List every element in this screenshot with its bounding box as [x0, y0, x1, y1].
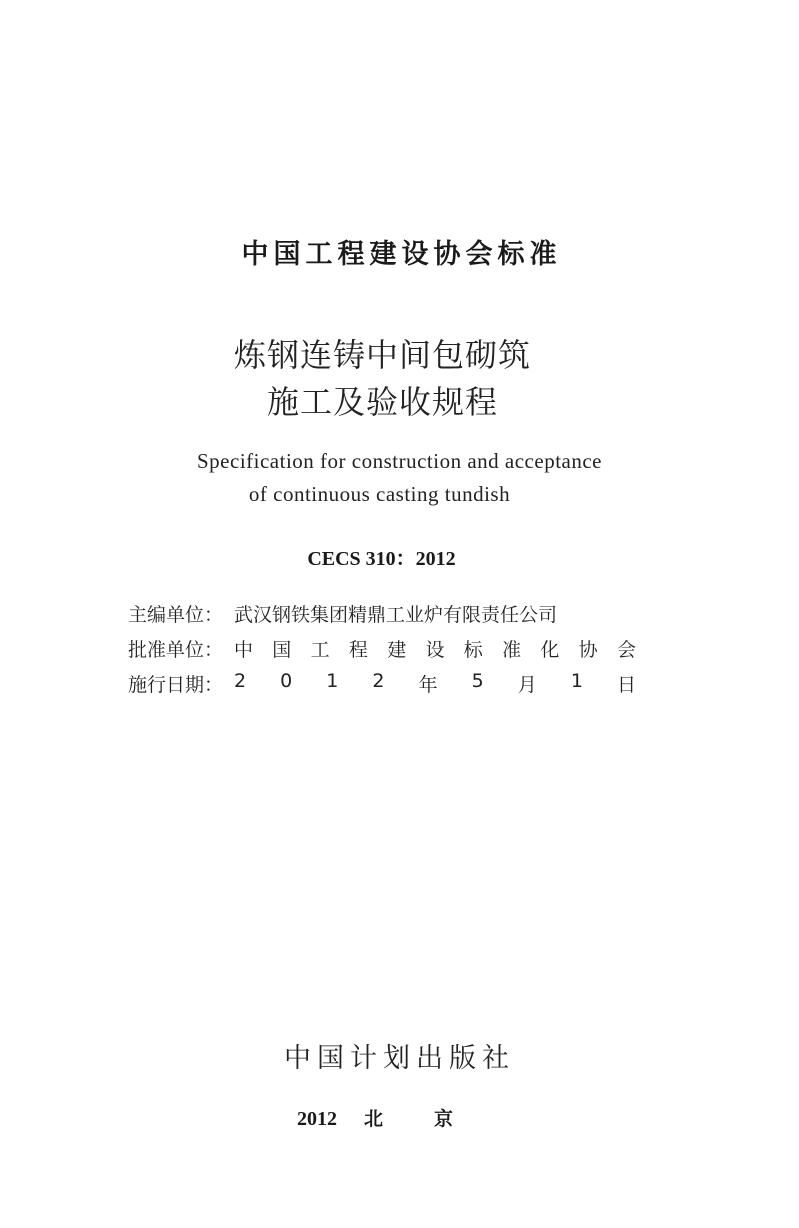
date-char: 1 — [570, 670, 583, 692]
approver-row — [128, 631, 648, 666]
approver-char: 工 — [310, 639, 330, 661]
date-char: 1 — [326, 670, 339, 692]
publication-info — [128, 596, 648, 701]
date-char: 0 — [280, 670, 293, 692]
english-title-line-2: of continuous casting tundish — [248, 482, 511, 506]
editor-value: 武汉钢铁集团精鼎工业炉有限责任公司 — [234, 604, 558, 626]
approver-label: 批准单位： — [128, 639, 224, 661]
effective-date-label: 施行日期： — [128, 674, 224, 696]
chinese-title-line-2: 施工及验收规程 — [266, 383, 498, 421]
approver-char: 会 — [616, 639, 636, 661]
publisher-name: 中国计划出版社 — [284, 1043, 515, 1074]
date-char: 2 — [372, 670, 385, 692]
effective-date-row — [128, 666, 648, 701]
english-title-line-1: Specification for construction and acceptance — [197, 449, 602, 473]
approver-char: 程 — [348, 639, 368, 661]
approver-char: 协 — [578, 639, 598, 661]
date-char: 5 — [471, 670, 484, 692]
date-char: 月 — [517, 674, 537, 696]
approver-char: 标 — [463, 639, 483, 661]
editor-row — [128, 596, 648, 631]
approver-char: 中 — [234, 639, 254, 661]
approver-char: 建 — [387, 639, 407, 661]
standard-series-heading: 中国工程建设协会标准 — [241, 239, 562, 270]
date-char: 日 — [616, 674, 636, 696]
approver-char: 设 — [425, 639, 445, 661]
approver-char: 准 — [502, 639, 522, 661]
date-char: 2 — [234, 670, 247, 692]
date-char: 年 — [418, 674, 438, 696]
standard-code: CECS 310：2012 — [307, 548, 456, 570]
publication-year: 2012 — [297, 1108, 337, 1130]
approver-value — [234, 635, 648, 662]
effective-date-value — [234, 670, 648, 697]
publication-city-char-2: 京 — [434, 1108, 454, 1130]
publication-city-char-1: 北 — [364, 1108, 384, 1130]
approver-char: 国 — [272, 639, 292, 661]
chinese-title-line-1: 炼钢连铸中间包砌筑 — [233, 336, 531, 374]
approver-char: 化 — [540, 639, 560, 661]
editor-label: 主编单位： — [128, 604, 224, 626]
publication-year-city — [297, 1104, 453, 1131]
